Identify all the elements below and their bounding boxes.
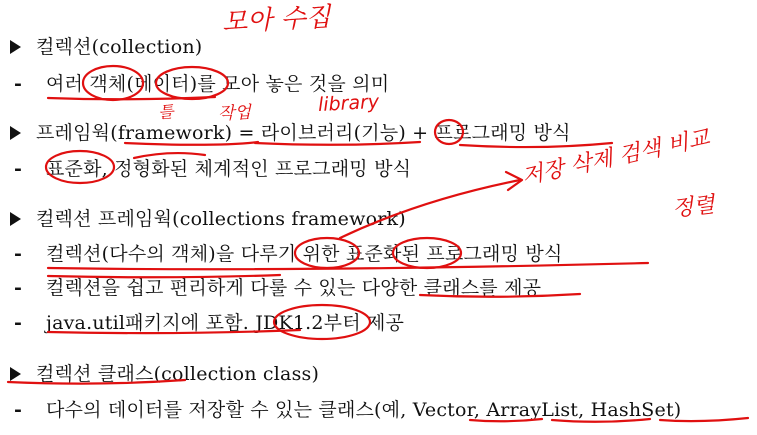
circle-mark (274, 305, 370, 339)
dash-bullet: - (14, 158, 23, 180)
circle-mark (435, 120, 463, 144)
item-text: 다수의 데이터를 저장할 수 있는 클래스(예, Vector, ArrayList, HashSet) (46, 399, 682, 421)
dash-bullet: - (14, 277, 23, 299)
underline-mark (125, 142, 258, 145)
note-sort: 정렬 (670, 192, 716, 222)
circle-mark (393, 238, 461, 268)
item-text: 컬렉션(다수의 객체)을 다루기 위한 표준화된 프로그래밍 방식 (46, 243, 563, 265)
underline-mark (255, 142, 420, 145)
circle-mark (156, 67, 228, 99)
underline-mark (660, 418, 748, 421)
item-text: 컬렉션을 쉽고 편리하게 다룰 수 있는 다양한 클래스를 제공 (46, 277, 542, 299)
heading-text: 컬렉션 클래스(collection class) (36, 363, 320, 385)
note-collect: 모아 수집 (221, 2, 332, 38)
dash-bullet: - (14, 73, 23, 95)
note-library: library (317, 90, 380, 116)
underline-mark (420, 294, 580, 297)
note-ops: 저장 삭제 검색 비교 (519, 125, 712, 190)
item-text: 표준화, 정형화된 체계적인 프로그래밍 방식 (46, 158, 412, 180)
heading-text: 컬렉션 프레임웍(collections framework) (36, 208, 406, 230)
note-frame: 틀 (157, 101, 175, 122)
heading-text: 컬렉션(collection) (36, 36, 203, 58)
heading-text: 프레임웍(framework) = 라이브러리(기능) + 프로그래밍 방식 (36, 122, 571, 144)
dash-bullet: - (14, 243, 23, 265)
circle-mark (83, 66, 143, 100)
underline-mark (8, 380, 185, 384)
underline-mark (552, 419, 650, 422)
underline-mark (48, 275, 280, 277)
dash-bullet: - (14, 399, 23, 421)
circle-mark (46, 151, 114, 183)
item-text: 여러 객체(데이터)를 모아 놓은 것을 의미 (46, 73, 390, 95)
dash-bullet: - (14, 312, 23, 334)
arrow-mark (340, 180, 520, 238)
item-text: java.util패키지에 포함. JDK1.2부터 제공 (46, 312, 405, 334)
circle-mark (295, 238, 359, 268)
underline-mark (48, 330, 300, 333)
underline-mark (134, 153, 205, 158)
underline-mark (470, 419, 542, 421)
note-work: 작업 (217, 102, 252, 124)
